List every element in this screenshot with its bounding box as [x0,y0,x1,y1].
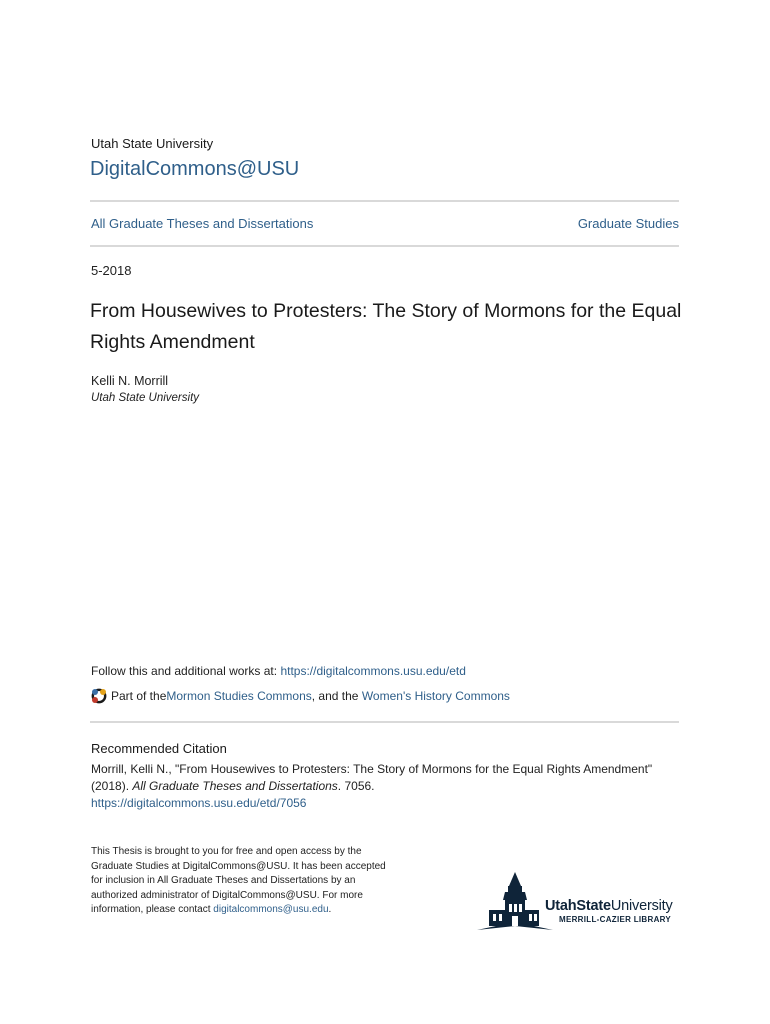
access-notice [91,845,386,918]
mormon-studies-link[interactable]: Mormon Studies Commons [166,689,312,703]
old-main-tower-icon [475,870,555,934]
notice-text: This Thesis is brought to you for free and open access by the Graduate Studies at DigitalCommons@USU. It has been accepted for inclusion in All Graduate Theses and Dissertations by an authorized administrator of DigitalCommons@USU. For more information, please contact [91,846,386,916]
citation-series: All Graduate Theses and Dissertations [132,779,338,793]
citation-divider [90,721,679,723]
citation-body [91,761,691,812]
logo-name-bold: UtahState [545,898,611,914]
womens-history-link[interactable]: Women's History Commons [361,689,510,703]
author-name: Kelli N. Morrill [91,374,169,388]
follow-line [91,664,466,678]
usu-library-logo [475,870,685,934]
notice-end: . [328,904,332,916]
publication-date: 5-2018 [91,263,132,278]
logo-name-regular: University [610,898,673,914]
institution-name: Utah State University [91,136,214,151]
etd-collection-link[interactable]: https://digitalcommons.usu.edu/etd [280,664,466,678]
part-of-line [91,688,510,704]
paper-title: From Housewives to Protesters: The Story of Mormons for the Equal Rights Amendment [90,300,682,353]
citation-heading: Recommended Citation [91,741,227,756]
nav-divider [90,245,679,247]
citation-text: Morrill, Kelli N., "From Housewives to Protesters: The Story of Mormons for the Equal Rights Amendment" (2018). [91,762,653,793]
repository-link[interactable]: DigitalCommons@USU [90,158,300,180]
author-affiliation: Utah State University [91,392,200,404]
logo-wordmark [545,898,673,914]
contact-email-link[interactable]: digitalcommons@usu.edu [213,904,329,916]
top-divider [90,200,679,202]
follow-prefix: Follow this and additional works at: [91,664,281,678]
department-link[interactable]: Graduate Studies [577,216,679,231]
part-of-prefix: Part of the [111,689,167,703]
logo-subtitle: MERRILL-CAZIER LIBRARY [559,915,672,924]
citation-number: . 7056. [337,779,375,793]
network-icon [91,688,107,704]
collection-link[interactable]: All Graduate Theses and Dissertations [91,216,314,231]
citation-url-link[interactable]: https://digitalcommons.usu.edu/etd/7056 [91,796,307,810]
part-of-middle: , and the [311,689,362,703]
